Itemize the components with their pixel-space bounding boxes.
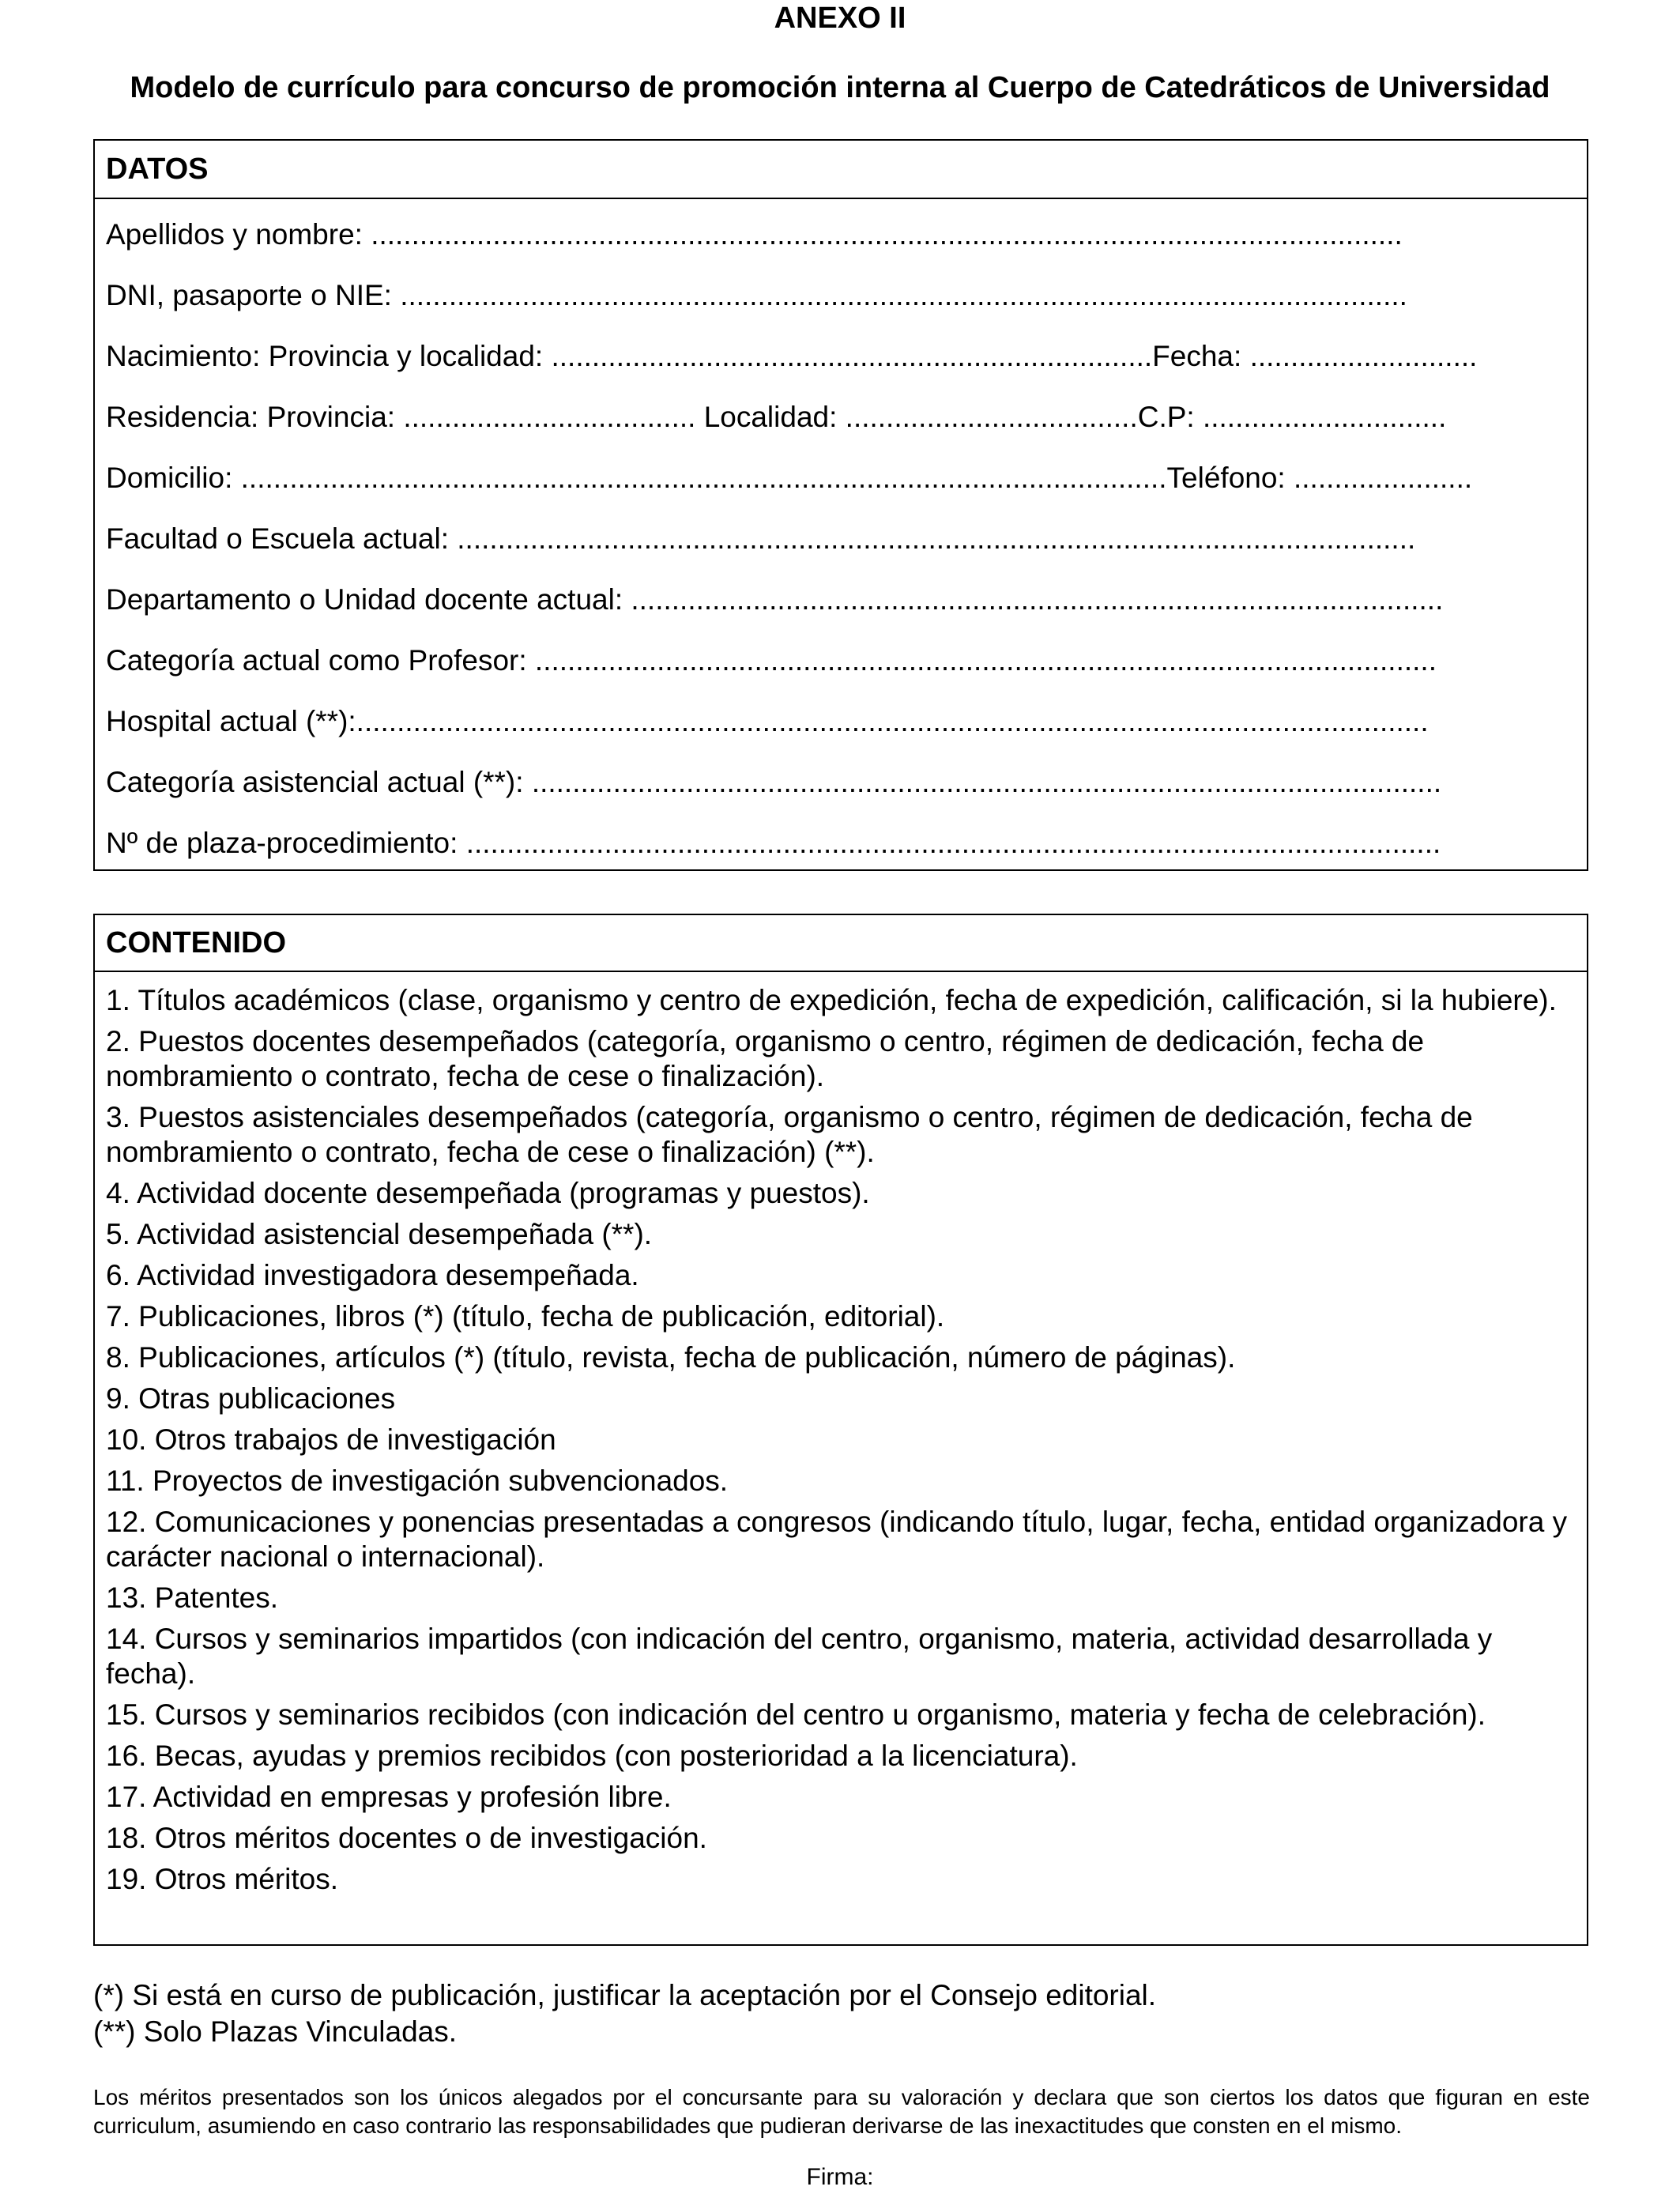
signature-label: Firma:	[806, 2164, 874, 2190]
list-item: 10. Otros trabajos de investigación	[106, 1423, 556, 1456]
list-item: 11. Proyectos de investigación subvencionados.	[106, 1465, 729, 1497]
footnote-plazas-vinculadas: (**) Solo Plazas Vinculadas.	[93, 2015, 458, 2048]
form-title: Modelo de currículo para concurso de promoción interna al Cuerpo de Catedráticos de Universidad	[130, 71, 1550, 104]
field-nacimiento: Nacimiento: Provincia y localidad: ..........................................................................Fecha: ............................	[106, 340, 1478, 372]
contenido-section	[93, 914, 1588, 1946]
contenido-header: CONTENIDO	[95, 915, 1587, 972]
list-item: 8. Publicaciones, artículos (*) (título, revista, fecha de publicación, número de páginas).	[106, 1341, 1236, 1374]
annex-title: ANEXO II	[774, 2, 906, 35]
list-item: 7. Publicaciones, libros (*) (título, fecha de publicación, editorial).	[106, 1300, 945, 1333]
field-dni: DNI, pasaporte o NIE: ............................................................................................................................	[106, 279, 1407, 311]
field-hospital: Hospital actual (**):....................................................................................................................................	[106, 705, 1429, 737]
list-item: 5. Actividad asistencial desempeñada (**).	[106, 1218, 653, 1250]
field-apellidos-nombre: Apellidos y nombre: ...............................................................................................................................	[106, 218, 1403, 251]
list-item: 1. Títulos académicos (clase, organismo y centro de expedición, fecha de expedición, calificación, si la hubiere).	[106, 984, 1557, 1016]
list-item: 15. Cursos y seminarios recibidos (con indicación del centro u organismo, materia y fecha de celebración).	[106, 1698, 1486, 1731]
field-facultad: Facultad o Escuela actual: ......................................................................................................................	[106, 522, 1416, 555]
list-item: 16. Becas, ayudas y premios recibidos (con posterioridad a la licenciatura).	[106, 1740, 1078, 1772]
list-item: 18. Otros méritos docentes o de investigación.	[106, 1822, 707, 1854]
list-item: 4. Actividad docente desempeñada (programas y puestos).	[106, 1177, 870, 1209]
list-item: 9. Otras publicaciones	[106, 1382, 396, 1415]
declaration-text: Los méritos presentados son los únicos alegados por el concursante para su valoración y declara que son ciertos los datos que figuran en este curriculum, asumiendo en caso contrario las responsabilidades que pudieran derivarse de las inexactitudes que consten en el mismo.	[93, 2085, 1590, 2138]
field-domicilio: Domicilio: ..................................................................................................................Teléfono: ......................	[106, 462, 1473, 494]
list-item: 2. Puestos docentes desempeñados (categoría, organismo o centro, régimen de dedicación, fecha de nombramiento o contrato, fecha de cese o finalización).	[106, 1025, 1425, 1092]
contenido-list	[106, 983, 1576, 1903]
list-item: 13. Patentes.	[106, 1581, 279, 1614]
field-plaza-procedimiento: Nº de plaza-procedimiento: ........................................................................................................................	[106, 827, 1441, 859]
datos-header: DATOS	[95, 141, 1587, 199]
list-item: 14. Cursos y seminarios impartidos (con indicación del centro, organismo, materia, actividad desarrollada y fecha).	[106, 1623, 1493, 1690]
list-item: 6. Actividad investigadora desempeñada.	[106, 1259, 639, 1291]
list-item: 17. Actividad en empresas y profesión libre.	[106, 1781, 672, 1813]
field-categoria-asistencial: Categoría asistencial actual (**): ................................................................................................................	[106, 766, 1442, 798]
list-item: 19. Otros méritos.	[106, 1863, 339, 1895]
field-residencia: Residencia: Provincia: .................................... Localidad: ....................................C.P: ..............................	[106, 401, 1447, 433]
field-departamento: Departamento o Unidad docente actual: ....................................................................................................	[106, 583, 1444, 616]
footnote-publicacion: (*) Si está en curso de publicación, justificar la aceptación por el Consejo editorial.	[93, 1979, 1157, 2011]
datos-section	[93, 139, 1588, 871]
field-categoria-profesor: Categoría actual como Profesor: ...............................................................................................................	[106, 644, 1437, 677]
list-item: 12. Comunicaciones y ponencias presentadas a congresos (indicando título, lugar, fecha, entidad organizadora y carácter nacional o internacional).	[106, 1506, 1568, 1573]
list-item: 3. Puestos asistenciales desempeñados (categoría, organismo o centro, régimen de dedicación, fecha de nombramiento o contrato, fecha de cese o finalización) (**).	[106, 1101, 1473, 1168]
